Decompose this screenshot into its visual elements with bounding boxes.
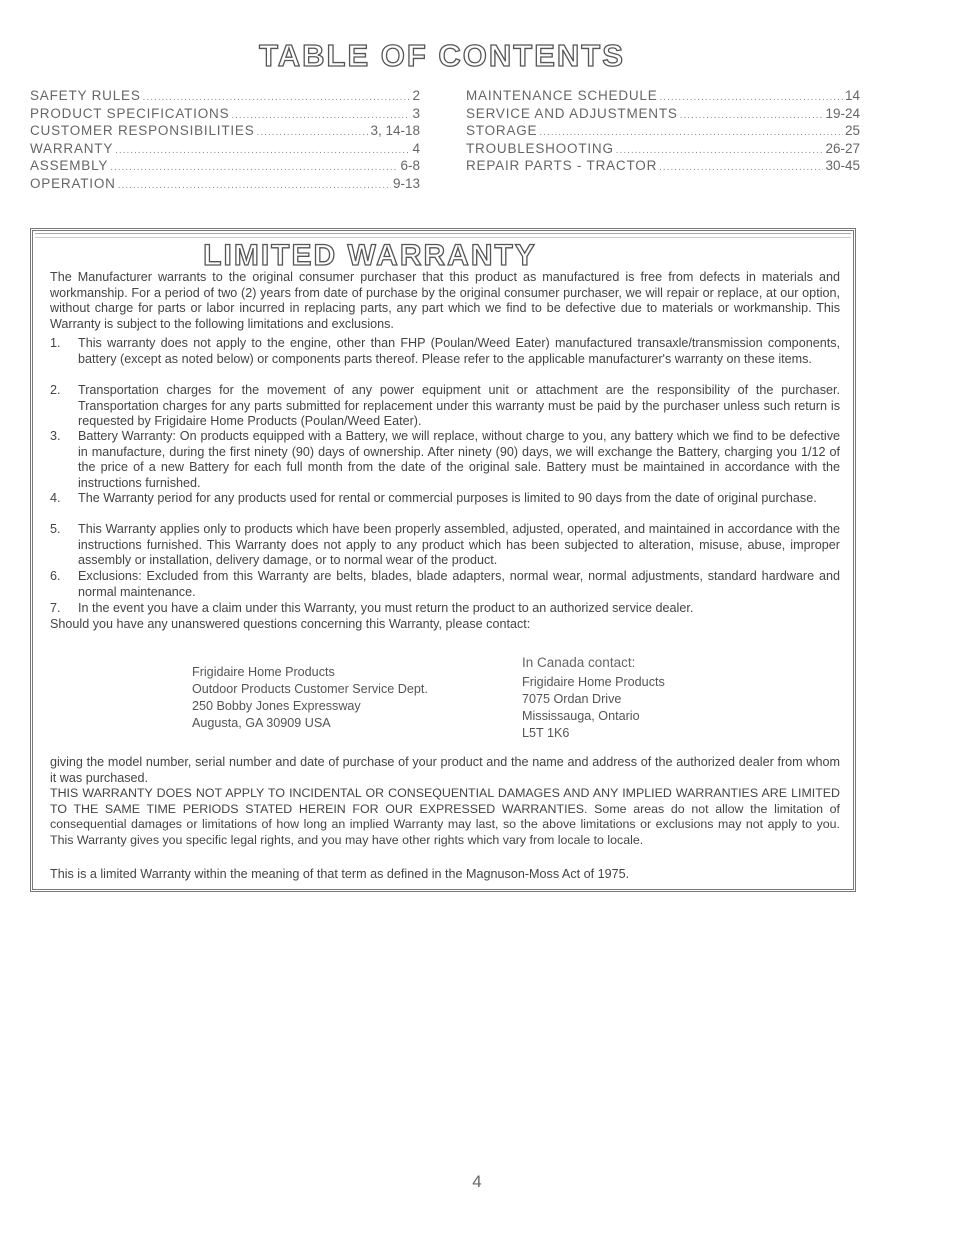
toc-entry-label: OPERATION: [30, 175, 116, 191]
address-line: Frigidaire Home Products: [192, 665, 335, 679]
item-text: This Warranty applies only to products which have been properly assembled, adjusted, operated, and maintained in accordance with the instructions furnished. This Warranty does not apply to any product which has been subjected to alteration, misuse, abuse, improper assembly or installation, delivery damage, or to normal wear of the product.: [78, 522, 840, 568]
address-line: Outdoor Products Customer Service Dept.: [192, 682, 428, 696]
toc-entry-page: 3: [412, 105, 420, 121]
item-number: 5.: [50, 522, 61, 536]
toc-entry-page: 26-27: [825, 140, 860, 156]
giving-paragraph: giving the model number, serial number and date of purchase of your product and the name and address of the authorized dealer from whom it was purchased.: [50, 755, 840, 785]
item-text: Exclusions: Excluded from this Warranty are belts, blades, blade adapters, normal wear, normal adjustments, standard hardware and normal maintenance.: [78, 569, 840, 599]
toc-leader: [118, 180, 391, 191]
toc-entry-label: WARRANTY: [30, 140, 114, 156]
canada-address: [522, 654, 665, 742]
toc-right-column: [466, 88, 860, 176]
toc-entry: [466, 123, 860, 141]
item-text: Transportation charges for the movement of any power equipment unit or attachment are the responsibility of the purchaser. Transportation charges for any parts submitted for replacement under this warranty must be paid by the purchaser unless such return is requested by Frigidaire Home Products (Poulan/Weed Eater).: [78, 383, 840, 429]
magnuson-moss-note: This is a limited Warranty within the meaning of that term as defined in the Magnuson-Moss Act of 1975.: [50, 867, 630, 881]
address-line: 7075 Ordan Drive: [522, 692, 622, 706]
toc-entry-page: 2: [412, 88, 420, 103]
toc-entry-page: 25: [844, 123, 860, 138]
toc-leader: [143, 92, 411, 103]
us-address: [192, 664, 428, 732]
toc-entry-page: 19-24: [825, 105, 860, 121]
toc-entry-label: REPAIR PARTS - TRACTOR: [466, 158, 658, 173]
address-line: Mississauga, Ontario: [522, 709, 640, 723]
toc-entry-page: 9-13: [392, 175, 420, 191]
toc-leader: [680, 110, 824, 121]
toc-entry: [30, 123, 420, 141]
toc-title: TABLE OF CONTENTS: [259, 38, 625, 73]
toc-entry: [466, 88, 860, 106]
canada-heading: In Canada contact:: [522, 655, 636, 670]
toc-leader: [231, 110, 410, 121]
item-number: 6.: [50, 569, 61, 583]
toc-entry: [30, 158, 420, 176]
item-text: In the event you have a claim under this Warranty, you must return the product to an authorized service dealer.: [78, 601, 694, 615]
toc-leader: [115, 145, 410, 156]
toc-entry: [466, 106, 860, 124]
toc-entry-label: ASSEMBLY: [30, 158, 109, 173]
item-number: 2.: [50, 383, 61, 397]
toc-entry: [30, 106, 420, 124]
toc-leader: [110, 162, 398, 173]
toc-entry-label: SAFETY RULES: [30, 88, 141, 103]
address-line: 250 Bobby Jones Expressway: [192, 699, 361, 713]
warranty-title: LIMITED WARRANTY: [203, 239, 537, 272]
page-number: 4: [472, 1172, 482, 1191]
warranty-intro: The Manufacturer warrants to the original consumer purchaser that this product as manufactured is free from defects in materials and workmanship. For a period of two (2) years from date of purchase by the original consumer purchaser, we will repair or replace, at our option, without charge for parts or labor incurred in replacing parts, any part which we find to be defective due to materials or workmanship. This Warranty is subject to the following limitations and exclusions.: [50, 270, 840, 331]
toc-entry-page: 30-45: [825, 158, 860, 173]
toc-left-column: [30, 88, 420, 193]
address-line: Frigidaire Home Products: [522, 675, 665, 689]
toc-entry: [466, 158, 860, 176]
item-text: This warranty does not apply to the engine, other than FHP (Poulan/Weed Eater) manufactured transaxle/transmission components, battery (except as noted below) or components parts thereof. Please refer to the applicable manufacturer's warranty on these items.: [78, 336, 840, 366]
toc-entry: [466, 141, 860, 159]
toc-entry-page: 3, 14-18: [370, 123, 420, 138]
toc-entry: [30, 141, 420, 159]
address-line: Augusta, GA 30909 USA: [192, 716, 331, 730]
item-number: 7.: [50, 601, 61, 615]
toc-entry-label: TROUBLESHOOTING: [466, 140, 614, 156]
address-line: L5T 1K6: [522, 726, 570, 740]
toc-leader: [539, 127, 843, 138]
toc-leader: [257, 127, 369, 138]
toc-entry-page: 4: [412, 140, 420, 156]
item-number: 4.: [50, 491, 61, 505]
item-number: 3.: [50, 429, 61, 443]
item-text: The Warranty period for any products used for rental or commercial purposes is limited to 90 days from the date of original purchase.: [78, 491, 817, 505]
toc-leader: [660, 92, 843, 103]
toc-entry-page: 6-8: [400, 158, 420, 173]
toc-entry: [30, 176, 420, 194]
toc-entry: [30, 88, 420, 106]
toc-entry-label: CUSTOMER RESPONSIBILITIES: [30, 123, 255, 138]
toc-entry-label: STORAGE: [466, 123, 538, 138]
item-text: Battery Warranty: On products equipped with a Battery, we will replace, without charge to you, any battery which we find to be defective in manufacture, during the first ninety (90) days of ownership. After ninety (90) days, we will exchange the Battery, charging you 1/12 of the price of a new Battery for each full month from the date of the original sale. Battery must be maintained in accordance with the instructions furnished.: [78, 429, 840, 490]
toc-entry-label: MAINTENANCE SCHEDULE: [466, 88, 658, 103]
toc-entry-page: 14: [844, 88, 860, 103]
toc-leader: [616, 145, 824, 156]
contact-intro: Should you have any unanswered questions concerning this Warranty, please contact:: [50, 617, 531, 631]
toc-leader: [659, 162, 823, 173]
item-number: 1.: [50, 336, 61, 350]
toc-entry-label: PRODUCT SPECIFICATIONS: [30, 105, 230, 121]
toc-entry-label: SERVICE AND ADJUSTMENTS: [466, 105, 678, 121]
disclaimer-paragraph: THIS WARRANTY DOES NOT APPLY TO INCIDENTAL OR CONSEQUENTIAL DAMAGES AND ANY IMPLIED WARRANTIES ARE LIMITED TO THE SAME TIME PERIODS STATED HEREIN FOR OUR EXPRESSED WARRANTIES. Some areas do not allow the limitation of consequential damages or limitations of how long an implied Warranty may last, so the above limitations or exclusions may not apply to you. This Warranty gives you specific legal rights, and you may have other rights which vary from locale to locale.: [50, 786, 840, 847]
